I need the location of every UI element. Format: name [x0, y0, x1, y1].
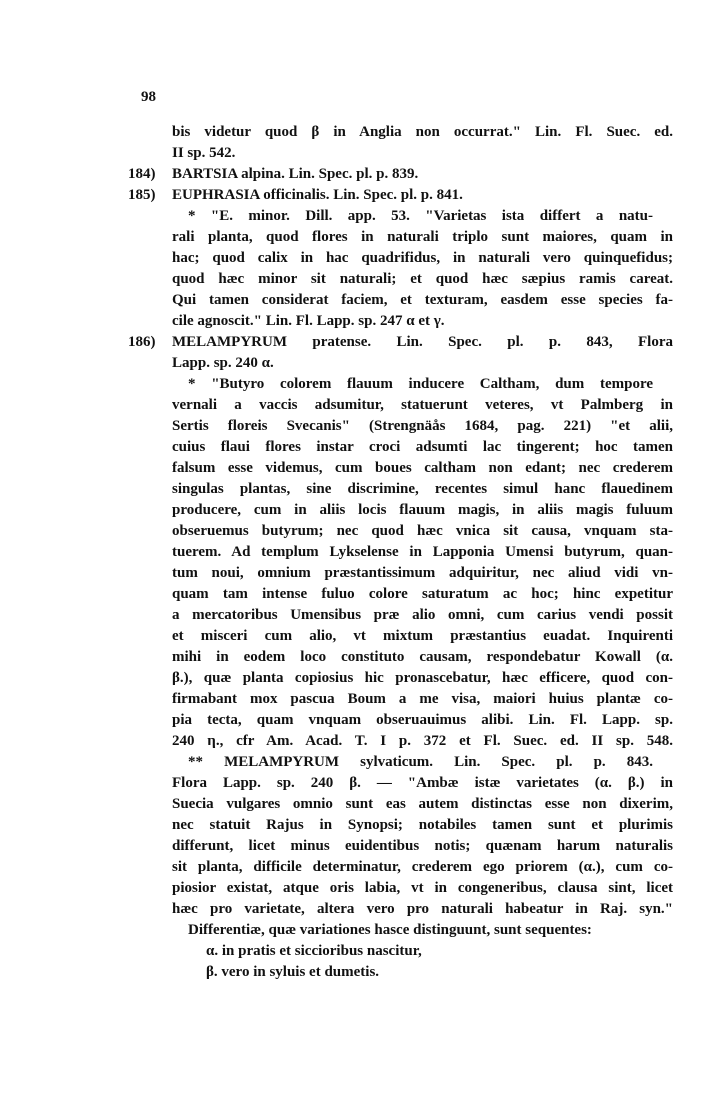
text-line [128, 122, 673, 143]
line-text: bis videtur quod β in Anglia non occurrat." Lin. Fl. Suec. ed. [172, 124, 673, 140]
line-text: Suecia vulgares omnio sunt eas autem distinctas esse non dixerim, [172, 796, 673, 812]
line-text: II sp. 542. [172, 145, 236, 161]
text-line [128, 584, 673, 605]
text-line [128, 962, 673, 983]
text-line [128, 227, 673, 248]
line-text: piosior existat, atque oris labia, vt in congeneribus, clausa sint, licet [172, 880, 673, 896]
text-line [128, 668, 673, 689]
text-line [128, 563, 673, 584]
text-line [128, 605, 673, 626]
text-line [128, 731, 673, 752]
entry-number: 184) [128, 166, 156, 182]
text-line [128, 206, 673, 227]
text-line [128, 689, 673, 710]
line-text: sit planta, difficile determinatur, crederem ego priorem (α.), cum co- [172, 859, 673, 875]
text-line [128, 185, 673, 206]
entry-number: 186) [128, 334, 156, 350]
line-text: firmabant mox pascua Boum a me visa, maiori huius plantæ co- [172, 691, 673, 707]
line-text: cuius flaui flores instar croci adsumti lac tingerent; hoc tamen [172, 439, 673, 455]
line-text: obseruemus butyrum; nec quod hæc vnica sit causa, vnquam sta- [172, 523, 673, 539]
line-text: mihi in eodem loco constituto causam, respondebatur Kowall (α. [172, 649, 673, 665]
line-text: Differentiæ, quæ variationes hasce distinguunt, sunt sequentes: [188, 922, 592, 938]
text-line [128, 416, 673, 437]
line-text: BARTSIA alpina. Lin. Spec. pl. p. 839. [172, 166, 419, 182]
line-text: β.), quæ planta copiosius hic pronascebatur, hæc efficere, quod con- [172, 670, 673, 686]
line-text: differunt, licet minus euidentibus notis; quænam harum naturalis [172, 838, 673, 854]
line-text: falsum esse videmus, cum boues caltham non edant; nec crederem [172, 460, 673, 476]
line-text: a mercatoribus Umensibus præ alio omni, cum carius vendi possit [172, 607, 673, 623]
text-line [128, 647, 673, 668]
text-line [128, 878, 673, 899]
text-line [128, 143, 673, 164]
line-text: * "E. minor. Dill. app. 53. "Varietas ista differt a natu- [188, 208, 653, 224]
line-text: hæc pro varietate, altera vero pro naturali habeatur in Raj. syn." [172, 901, 673, 917]
text-line [128, 857, 673, 878]
line-text: EUPHRASIA officinalis. Lin. Spec. pl. p. 841. [172, 187, 463, 203]
line-text: Qui tamen considerat faciem, et texturam, easdem esse species fa- [172, 292, 673, 308]
text-line [128, 941, 673, 962]
line-text: quam tam intense fuluo colore saturatum ac hoc; hinc expetitur [172, 586, 673, 602]
line-text: α. in pratis et siccioribus nascitur, [206, 943, 422, 959]
line-text: hac; quod calix in hac quadrifidus, in naturali vero quinquefidus; [172, 250, 673, 266]
page-text [128, 122, 673, 983]
text-line [128, 437, 673, 458]
line-text: ** MELAMPYRUM sylvaticum. Lin. Spec. pl. p. 843. [188, 754, 653, 770]
text-line [128, 479, 673, 500]
text-line [128, 290, 673, 311]
line-text: vernali a vaccis adsumitur, statuerunt veteres, vt Palmberg in [172, 397, 673, 413]
text-line [128, 710, 673, 731]
line-text: Sertis floreis Svecanis" (Strengnäås 1684, pag. 221) "et alii, [172, 418, 673, 434]
text-line [128, 374, 673, 395]
line-text: producere, cum in aliis locis flauum magis, in aliis magis fuluum [172, 502, 673, 518]
text-line [128, 542, 673, 563]
text-line [128, 815, 673, 836]
line-text: nec statuit Rajus in Synopsi; notabiles tamen sunt et plurimis [172, 817, 673, 833]
text-line [128, 773, 673, 794]
text-line [128, 458, 673, 479]
line-text: pia tecta, quam vnquam obseruauimus alibi. Lin. Fl. Lapp. sp. [172, 712, 673, 728]
text-line [128, 836, 673, 857]
text-line [128, 269, 673, 290]
line-text: quod hæc minor sit naturali; et quod hæc sæpius ramis careat. [172, 271, 673, 287]
line-text: 240 η., cfr Am. Acad. T. I p. 372 et Fl. Suec. ed. II sp. 548. [172, 733, 673, 749]
text-line [128, 521, 673, 542]
text-line [128, 899, 673, 920]
line-text: Flora Lapp. sp. 240 β. — "Ambæ istæ varietates (α. β.) in [172, 775, 673, 791]
text-line [128, 794, 673, 815]
text-line [128, 920, 673, 941]
line-text: rali planta, quod flores in naturali triplo sunt maiores, quam in [172, 229, 673, 245]
line-text: MELAMPYRUM pratense. Lin. Spec. pl. p. 843, Flora [172, 334, 673, 350]
text-line [128, 395, 673, 416]
line-text: cile agnoscit." Lin. Fl. Lapp. sp. 247 α et γ. [172, 313, 445, 329]
text-line [128, 248, 673, 269]
text-line [128, 164, 673, 185]
text-line [128, 353, 673, 374]
line-text: β. vero in syluis et dumetis. [206, 964, 380, 980]
line-text: tuerem. Ad templum Lykselense in Lapponia Umensi butyrum, quan- [172, 544, 673, 560]
text-line [128, 500, 673, 521]
text-line [128, 752, 673, 773]
text-line [128, 626, 673, 647]
line-text: singulas plantas, sine discrimine, recentes simul hanc flauedinem [172, 481, 673, 497]
line-text: Lapp. sp. 240 α. [172, 355, 274, 371]
text-line [128, 311, 673, 332]
line-text: tum noui, omnium præstantissimum adquiritur, nec aliud vidi vn- [172, 565, 673, 581]
line-text: * "Butyro colorem flauum inducere Caltham, dum tempore [188, 376, 653, 392]
text-line [128, 332, 673, 353]
page-number: 98 [141, 89, 156, 105]
entry-number: 185) [128, 187, 156, 203]
line-text: et misceri cum alio, vt mixtum præstantius euadat. Inquirenti [172, 628, 673, 644]
